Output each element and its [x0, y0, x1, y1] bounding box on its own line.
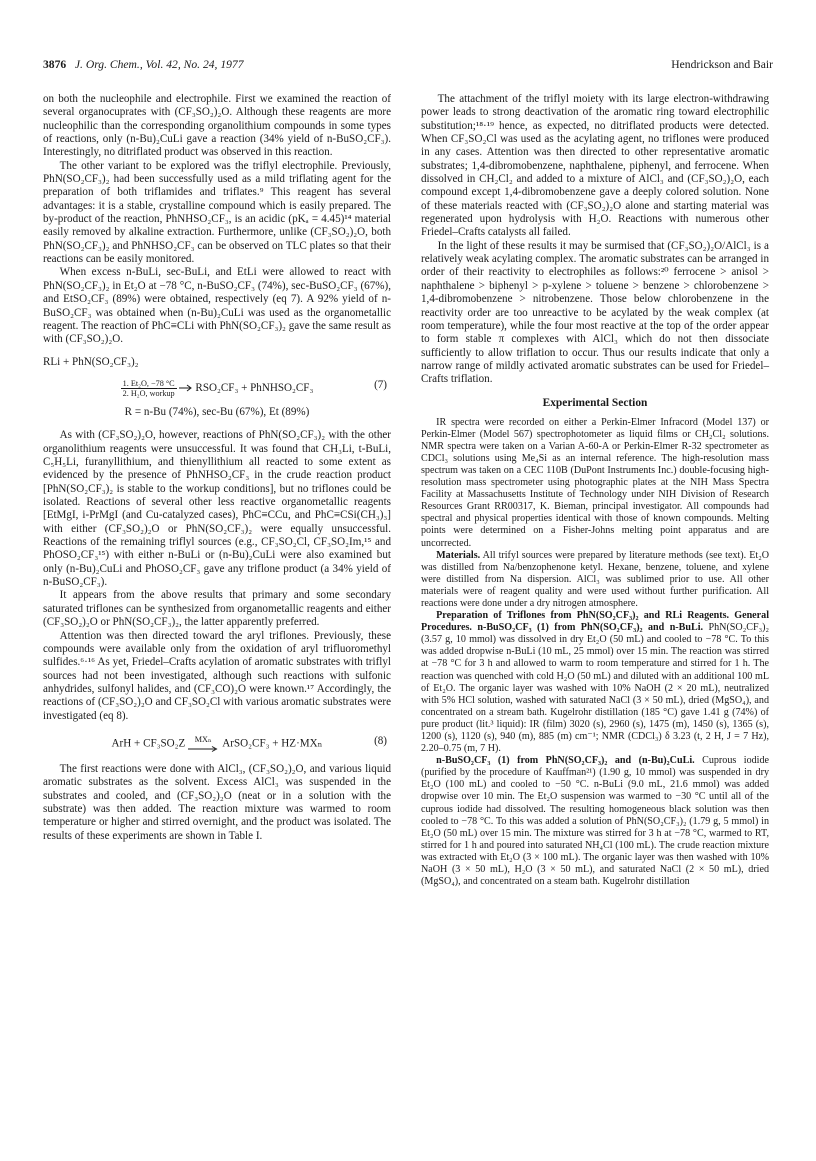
equation-8-catalyst	[188, 735, 218, 753]
paragraph: The first reactions were done with AlCl₃, (CF₃SO₂)₂O, and various liquid aromatic substrates as the solvent. Excess AlCl₃ was suspended in the substrates and cooled, and (CF₃SO₂)₂O (neat or in a solution with the substrate) was then added. The reaction mixture was warmed to room temperature or higher and stirred overnight, and the product was isolated. The results of these experiments are shown in Table I.	[43, 762, 391, 842]
paragraph: When excess n-BuLi, sec-BuLi, and EtLi were allowed to react with PhN(SO₂CF₃)₂ in Et₂O at −78 °C, n-BuSO₂CF₃ (74%), sec-BuSO₂CF₃ (67%), and EtSO₂CF₃ (89%) were obtained, respectively (eq 7). A 92% yield of n-BuSO₂CF₃ was obtained when (n-Bu)₂CuLi was used as the organometallic reagent. The reaction of PhC≡CLi with PhN(SO₂CF₃)₂ gave the same result as with (CF₃SO₂)₂O.	[43, 266, 391, 346]
condition-step-1: 1. Et₂O, −78 °C	[121, 379, 177, 389]
equation-number: (8)	[374, 734, 387, 747]
paragraph-body: PhN(SO₂CF₃)₂ (3.57 g, 10 mmol) was dissolved in dry Et₂O (50 mL) and cooled to −78 °C. To this was added dropwise n-BuLi (10 mL, 25 mmol) over 15 min. The reaction was stirred at −78 °C for 3 h and allowed to warm to room temperature and stirred for 1 h. The reaction was quenched with cold H₂O (50 mL) and diluted with an additional 100 mL of Et₂O. The organic layer was washed with 10% NaOH (2 × 20 mL), neutralized with 5% HCl solution, washed with saturated NaCl (3 × 50 mL), dried (MgSO₄), and concentrated on a stream bath. Kugelrohr distillation (185 °C) gave 1.41 g (74%) of pure product (lit.³ liquid): IR (film) 3020 (s), 2960 (s), 1475 (m), 1450 (s), 1365 (s), 1200 (s), 1120 (s), 940 (m), 885 (m) cm⁻¹; NMR (CDCl₃) δ 3.23 (t, 2 H, J = 7 Hz), 2.20–0.75 (m, 7 H).	[421, 622, 769, 755]
paragraph-body: All trifyl sources were prepared by literature methods (see text). Et₂O was distilled from Na/benzophenone ketyl. Hexane, benzene, toluene, and xylene were distilled from Na dispersion. AlCl₃ was sublimed prior to use. All other materials were of reagent quality and were used without further purification. All reactions were done under a dry nitrogen atmosphere.	[421, 549, 770, 609]
equation-7-substituents: R = n-Bu (74%), sec-Bu (67%), Et (89%)	[124, 405, 310, 418]
paragraph-body: Cuprous iodide (purified by the procedure of Kauffman²¹) (1.90 g, 10 mmol) was suspended in dry Et₂O (100 mL) and cooled to −50 °C. n-BuLi (9.0 mL, 21.6 mmol) was added dropwise over 10 min. The Et₂O suspension was warmed to −30 °C until all of the cuprous iodide had dissolved. The resulting homogeneous black solution was then cooled to −78 °C. To this was added a solution of PhN(SO₂CF₃)₂ (1.79 g, 5 mmol) in Et₂O (50 mL) over 15 min. The mixture was stirred for 3 h at −78 °C, warmed to RT, stirred for 1 h and poured into saturated NH₄Cl (100 mL). The crude reaction mixture was extracted with Et₂O (3 × 100 mL). The organic layer was then washed with 10% NaOH (3 × 50 mL), H₂O (3 × 50 mL), and saturated NaCl (2 × 50 mL), dried (MgSO₄), and concentrated on a steam bath. Kugelrohr distillation	[421, 755, 769, 888]
run-in-heading: Preparation of Triflones from PhN(SO₂CF₃)₂ and RLi Reagents. General Procedures. n-BuSO₂CF₃ (1) from PhN(SO₂CF₃)₂ and n-BuLi.	[421, 610, 769, 634]
equation-7-reactants: RLi + PhN(SO₂CF₃)₂	[43, 355, 139, 368]
paragraph: As with (CF₃SO₂)₂O, however, reactions of PhN(SO₂CF₃)₂ with the other organolithium reagents were unsuccessful. It was found that CH₃Li, t-BuLi, C₅H₅Li, furanyllithium, and thienyllithium all reacted to some extent as evidenced by the presence of PhNHSO₂CF₃ in the crude reaction product [PhN(SO₂CF₃)₂ is stable to the workup conditions], but no triflones could be isolated. Reactions of several other less reactive organometallic reagents [EtMgI, i-PrMgI (and Cu-catalyzed cases), PhC≡CCu, and PhC≡CSi(CH₃)₃] with either (CF₃SO₂)₂O or PhN(SO₂CF₃)₂ were equally unsuccessful. Reactions of the remaining triflyl sources (e.g., CF₃SO₂Cl, CF₃SO₂Im,¹⁵ and PhOSO₂CF₃¹⁵) with either n-BuLi or (n-Bu)₂CuLi were also examined but only (n-Bu)₂CuLi and PhOSO₂CF₃ gave any triflone product (a 34% yield of n-BuSO₂CF₃).	[43, 429, 391, 589]
paragraph	[421, 550, 769, 610]
paragraph	[421, 755, 769, 888]
right-column	[421, 93, 769, 888]
paragraph: The other variant to be explored was the triflyl electrophile. Previously, PhN(SO₂CF₃)₂ had been successfully used as a mild triflating agent for the preparation of both triflamides and triflates.⁹ This reagent has several advantages: it is a stable, crystalline compound which is easily prepared. The by-product of the reaction, PhNHSO₂CF₃, is an acidic (pKₐ = 4.45)¹⁴ material easily removed by alkaline extraction. Furthermore, unlike (CF₃SO₂)₂O, both PhN(SO₂CF₃)₂ and PhNHSO₂CF₃ can be observed on TLC plates so that their reactions can be easily monitored.	[43, 159, 391, 266]
paragraph: IR spectra were recorded on either a Perkin-Elmer Infracord (Model 137) or Perkin-Elmer (Model 567) spectrophotometer as liquid films or CH₂Cl₂ solutions. NMR spectra were taken on a Varian A-60-A or Perkin-Elmer R-32 spectrometer as CDCl₃ solutions using Me₄Si as an internal reference. The high-resolution mass spectrum was taken on a CEC 110B (DuPont Instruments Inc.) double-focusing high-resolution mass spectrometer using photographic plates at the NIH Mass Spectra Facility at Massachusetts Institute of Technology under NIH Division of Research Resources Grant RR00317, K. Bieman, principal investigator. All compounds had spectral and physical properties identical with those of known compounds. Melting points were determined on a Fisher-Johns melting point apparatus and are uncorrected.	[421, 416, 769, 549]
reaction-arrow-icon	[179, 384, 193, 392]
paragraph: Attention was then directed toward the aryl triflones. Previously, these compounds were available only from the oxidation of aryl trifluoromethyl sulfides.⁶·¹⁶ As yet, Friedel–Crafts acylation of aromatic substrates with triflyl sources had not been investigated, although such reactions with sulfonic anhydrides, sulfonyl halides, and (CF₃CO)₂O were known.¹⁷ Accordingly, the reactions of (CF₃SO₂)₂O and CF₃SO₂Cl with various aromatic substrates were investigated (eq 8).	[43, 629, 391, 722]
condition-step-2: 2. H₂O, workup	[122, 388, 175, 398]
paragraph: In the light of these results it may be surmised that (CF₃SO₂)₂O/AlCl₃ is a relatively weak acylating complex. The aromatic substrates can be arranged in order of their reactivity to electrophiles as follows:²⁰ ferrocene > anisol > naphthalene > biphenyl > p-xylene > toluene > benzene > chlorobenzene > 1,4-dibromobenzene > nitrobenzene. Those below chlorobenzene in the reactivity order are too unreactive to be acylated by the weak complex (at room temperature), while the four most reactive at the top of the order appear to form stable π complexes with AlCl₃ which do not then dissociate sufficiently to allow triflation to occur. Thus our results indicate that only a narrow range of mildly activated aromatic substrates can be used for Friedel–Crafts triflation.	[421, 239, 769, 386]
paragraph: It appears from the above results that primary and some secondary saturated triflones can be synthesized from organometallic reagents and either (CF₃SO₂)₂O or PhN(SO₂CF₃)₂, the latter apparently preferred.	[43, 589, 391, 629]
left-column	[43, 93, 391, 843]
paragraph: on both the nucleophile and electrophile. First we examined the reaction of several organocuprates with (CF₃SO₂)₂O. Although these reagents are more nucleophilic than the corresponding organolithium compounds in some types of reactions, only (n-Bu)₂CuLi gave a reaction (34% yield of n-BuSO₂CF₃). Interestingly, no ditriflated product was observed in this reaction.	[43, 93, 391, 159]
journal-citation: J. Org. Chem., Vol. 42, No. 24, 1977	[74, 58, 244, 71]
equation-7-products: RSO₂CF₃ + PhNHSO₂CF₃	[195, 381, 314, 394]
reaction-conditions	[121, 379, 177, 398]
page-number: 3876	[43, 58, 67, 71]
equation-8-products: ArSO₂CF₃ + HZ·MXₙ	[222, 737, 323, 750]
paragraph	[421, 610, 769, 755]
catalyst-label: MXₙ	[194, 734, 212, 744]
run-in-heading: Materials.	[436, 549, 481, 561]
paragraph: The attachment of the triflyl moiety with its large electron-withdrawing power leads to strong deactivation of the aromatic ring toward electrophilic substitution;¹⁸·¹⁹ hence, as expected, no ditriflated products were detected. When CF₃SO₂Cl was used as the acylating agent, no triflones were produced in any cases. Attention was then directed to other representative aromatic substrates; 1,4-dibromobenzene, naphthalene, piphenyl, and ferrocene. When dissolved in CH₂Cl₂ and added to a mixture of AlCl₃ and (CF₃SO₂)₂O, each compound except 1,4-dibromobenzene gave a deeply colored solution. None of these materials reacted with (CF₃SO₂)₂O alone and starting material was regenerated upon hydrolysis with H₂O. Reactions with numerous other Friedel–Crafts catalysts all failed.	[421, 93, 769, 239]
run-in-heading: n-BuSO₂CF₃ (1) from PhN(SO₂CF₃)₂ and (n-Bu)₂CuLi.	[436, 755, 695, 767]
header-authors: Hendrickson and Bair	[671, 58, 773, 71]
section-heading: Experimental Section	[542, 396, 648, 409]
running-header	[43, 58, 773, 76]
header-left	[43, 58, 244, 71]
equation-8-reactants: ArH + CF₃SO₂Z	[111, 737, 186, 750]
equation-number: (7)	[374, 378, 387, 391]
reaction-arrow-icon	[188, 746, 218, 752]
equation-8	[43, 735, 391, 753]
equation-7	[43, 379, 391, 398]
experimental-text	[421, 417, 769, 889]
